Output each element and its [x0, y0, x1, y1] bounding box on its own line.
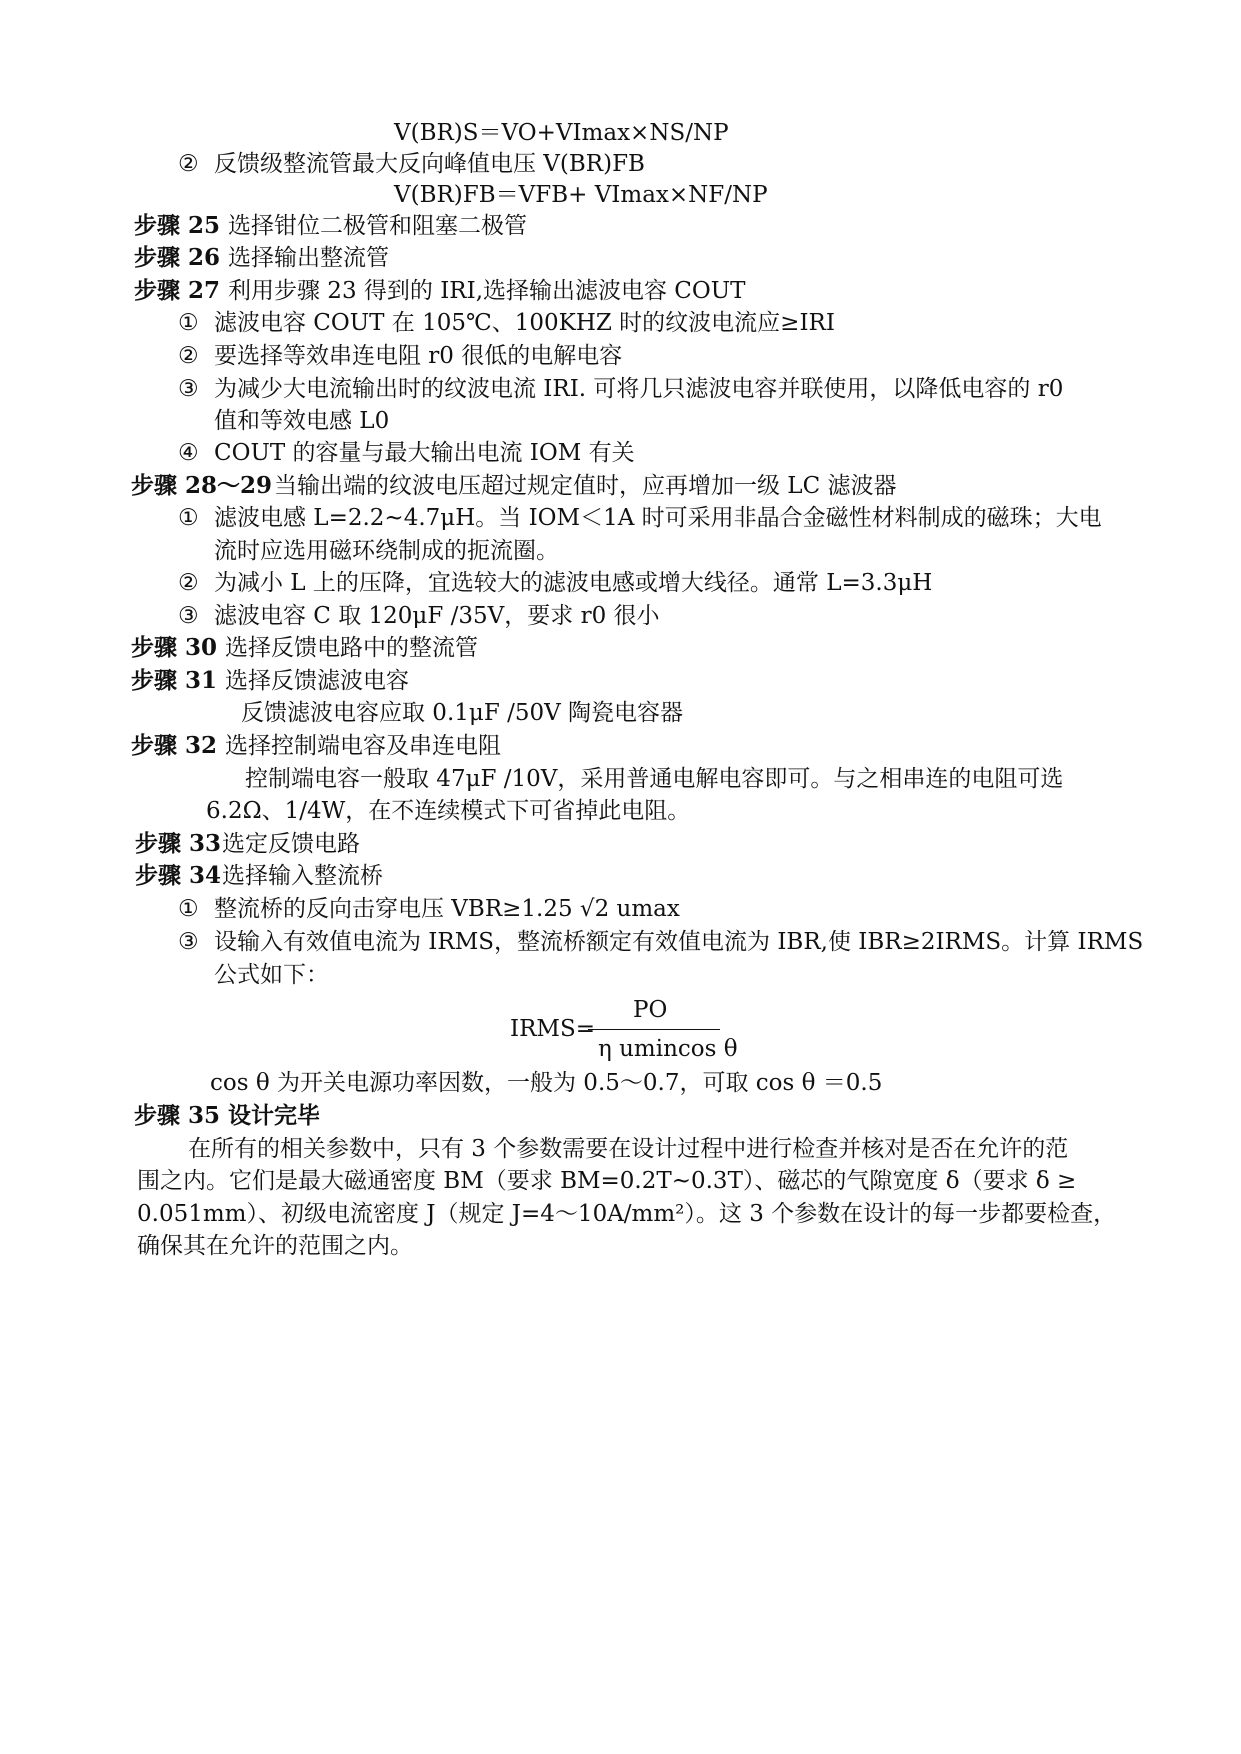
list-item-text: 设输入有效值电流为 IRMS，整流桥额定有效值电流为 IBR,使 IBR≥2IRMS。计算 IRMS: [214, 929, 1144, 955]
list-item-text: 为减少大电流输出时的纹波电流 IRI. 可将几只滤波电容并联使用，以降低电容的 r0: [214, 376, 1064, 402]
list-marker: ②: [178, 151, 199, 177]
list-marker: ①: [178, 505, 199, 531]
step-label: 步骤 32: [131, 732, 218, 759]
list-item-text: 反馈级整流管最大反向峰值电压 V(BR)FB: [214, 151, 645, 177]
step-label: 步骤 35: [134, 1102, 221, 1129]
step-label: 步骤 31: [131, 667, 218, 694]
formula-line-vbrfb: V(BR)FB＝VFB+ VImax×NF/NP: [394, 182, 768, 208]
step-body: 反馈滤波电容应取 0.1μF /50V 陶瓷电容器: [241, 700, 684, 726]
step-text: 当输出端的纹波电压超过规定值时，应再增加一级 LC 滤波器: [274, 473, 897, 499]
step-body: 控制端电容一般取 47μF /10V，采用普通电解电容即可。与之相串连的电阻可选: [245, 766, 1064, 792]
list-marker: ①: [178, 896, 199, 922]
list-marker: ③: [178, 376, 199, 402]
fraction-bar: [588, 1029, 720, 1030]
list-item-text: 滤波电容 COUT 在 105℃、100KHZ 时的纹波电流应≥IRI: [214, 310, 835, 336]
list-item-text: 流时应选用磁环绕制成的扼流圈。: [214, 538, 559, 564]
step-text: 选择钳位二极管和阻塞二极管: [228, 213, 527, 239]
step-text: 选择控制端电容及串连电阻: [225, 733, 501, 759]
list-item-text: COUT 的容量与最大输出电流 IOM 有关: [214, 440, 635, 466]
list-item-text: 公式如下：: [214, 962, 329, 988]
list-marker: ②: [178, 570, 199, 596]
step-label: 步骤 30: [131, 634, 218, 661]
step-text: 选择反馈电路中的整流管: [225, 635, 478, 661]
step-text: 利用步骤 23 得到的 IRI,选择输出滤波电容 COUT: [228, 278, 746, 304]
list-marker: ③: [178, 929, 199, 955]
step-label: 步骤 25: [134, 212, 221, 239]
step-body: 6.2Ω、1/4W，在不连续模式下可省掉此电阻。: [206, 798, 691, 824]
step-text: 选定反馈电路: [222, 831, 360, 857]
paragraph-line: 0.051mm）、初级电流密度 J（规定 J=4～10A/mm²）。这 3 个参数在设计的每一步都要检查，: [137, 1201, 1117, 1227]
step-label: 步骤 26: [134, 244, 221, 271]
formula-denominator: η umincos θ: [598, 1036, 738, 1062]
list-item-text: 要选择等效串连电阻 r0 很低的电解电容: [214, 343, 623, 369]
step-label: 步骤 28～29: [131, 472, 273, 499]
list-marker: ①: [178, 310, 199, 336]
step-text: 选择输入整流桥: [222, 863, 383, 889]
list-item-text: 整流桥的反向击穿电压 VBR≥1.25 √2 umax: [214, 896, 680, 922]
list-item-text: 滤波电容 C 取 120μF /35V，要求 r0 很小: [214, 603, 660, 629]
step-label: 步骤 34: [135, 862, 222, 889]
list-marker: ④: [178, 440, 199, 466]
cos-note: cos θ 为开关电源功率因数，一般为 0.5～0.7，可取 cos θ ＝0.5: [210, 1070, 883, 1096]
formula-lhs: IRMS=: [510, 1016, 595, 1042]
step-label: 步骤 27: [134, 277, 221, 304]
formula-line-vbrs: V(BR)S＝VO+VImax×NS/NP: [394, 120, 729, 146]
paragraph-line: 确保其在允许的范围之内。: [137, 1233, 413, 1259]
step-text: 选择输出整流管: [228, 245, 389, 271]
paragraph-line: 在所有的相关参数中，只有 3 个参数需要在设计过程中进行检查并核对是否在允许的范: [188, 1136, 1069, 1162]
list-marker: ③: [178, 603, 199, 629]
paragraph-line: 围之内。它们是最大磁通密度 BM（要求 BM=0.2T~0.3T）、磁芯的气隙宽度 δ（要求 δ ≥: [137, 1168, 1077, 1194]
list-item-text: 值和等效电感 L0: [214, 408, 390, 434]
list-item-text: 滤波电感 L=2.2~4.7μH。当 IOM＜1A 时可采用非晶合金磁性材料制成的磁珠；大电: [214, 505, 1102, 531]
list-marker: ②: [178, 343, 199, 369]
list-item-text: 为减小 L 上的压降，宜选较大的滤波电感或增大线径。通常 L=3.3μH: [214, 570, 933, 596]
step-label: 步骤 33: [135, 830, 222, 857]
step-text: 选择反馈滤波电容: [225, 668, 409, 694]
step-text: 设计完毕: [228, 1102, 320, 1129]
formula-numerator: PO: [633, 997, 668, 1023]
